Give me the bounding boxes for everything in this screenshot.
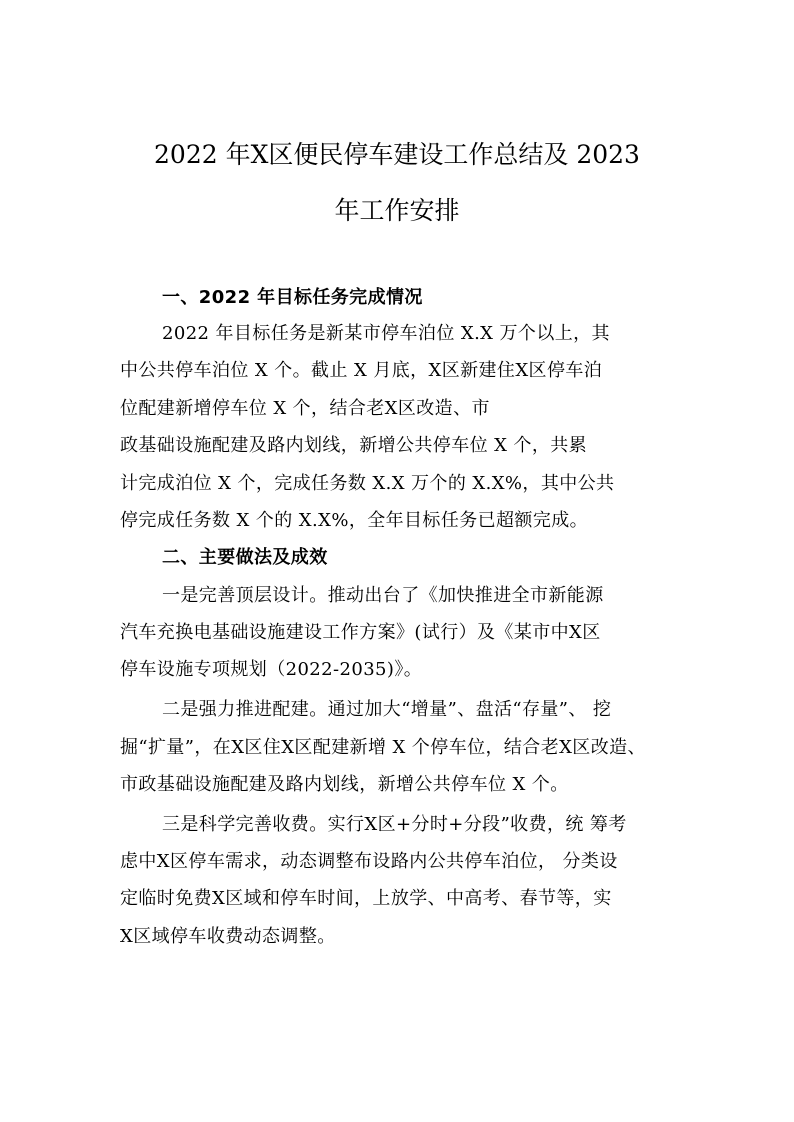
section-1-line-3: 位配建新增停车位 X 个，结合老X区改造、市 (120, 398, 490, 419)
section-1-line-1: 2022 年目标任务是新某市停车泊位 X.X 万个以上，其 (162, 323, 610, 344)
section-1-heading: 一、2022 年目标任务完成情况 (162, 287, 423, 308)
document-title-line-1: 2022 年X区便民停车建设工作总结及 2023 (154, 140, 640, 169)
paragraph-1-line-1: 一是完善顶层设计。推动出台了《加快推进全市新能源 (162, 585, 604, 606)
section-2-heading: 二、主要做法及成效 (162, 547, 328, 568)
paragraph-3-line-4: X区域停车收费动态调整。 (120, 926, 336, 947)
paragraph-1-line-2: 汽车充换电基础设施建设工作方案》(试行）及《某市中X区 (120, 622, 601, 643)
paragraph-1-line-3: 停车设施专项规划（2022-2035)》。 (120, 659, 423, 680)
document-title-line-2: 年工作安排 (334, 196, 460, 225)
paragraph-2-line-2: 掘“扩量”，在X区住X区配建新增 X 个停车位，结合老X区改造、 (120, 737, 646, 758)
paragraph-2-line-1: 二是强力推进配建。通过加大“增量”、盘活“存量”、 挖 (162, 699, 612, 720)
paragraph-3-line-2: 虑中X区停车需求，动态调整布设路内公共停车泊位， 分类设 (120, 851, 618, 872)
section-1-line-6: 停完成任务数 X 个的 X.X%，全年目标任务已超额完成。 (120, 510, 589, 531)
paragraph-3-line-3: 定临时免费X区域和停车时间，上放学、中高考、春节等，实 (120, 888, 612, 909)
section-1-line-5: 计完成泊位 X 个，完成任务数 X.X 万个的 X.X%，其中公共 (120, 473, 615, 494)
paragraph-3-line-1: 三是科学完善收费。实行X区+分时+分段”收费，统 筹考 (162, 814, 627, 835)
paragraph-2-line-3: 市政基础设施配建及路内划线，新增公共停车位 X 个。 (120, 774, 569, 795)
section-1-line-2: 中公共停车泊位 X 个。截止 X 月底，X区新建住X区停车泊 (120, 360, 603, 381)
section-1-line-4: 政基础设施配建及路内划线，新增公共停车位 X 个，共累 (120, 435, 588, 456)
